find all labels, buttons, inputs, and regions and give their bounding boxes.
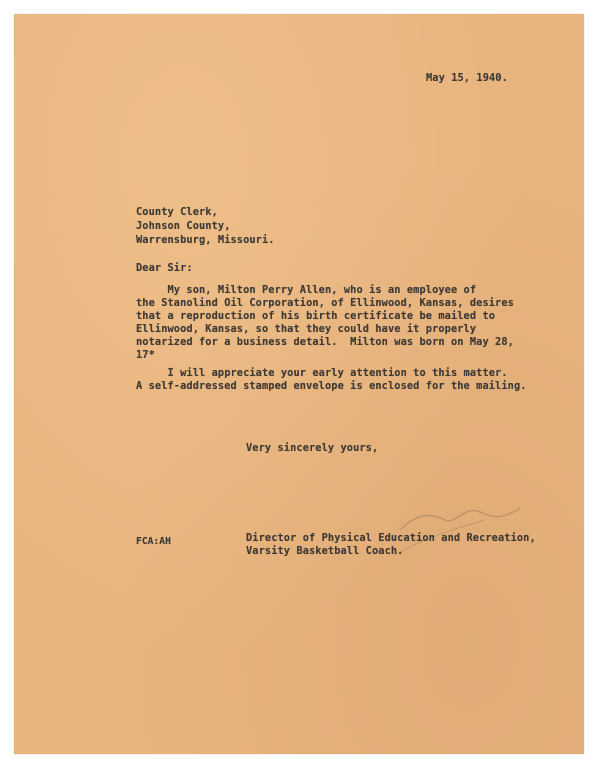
paragraph1-line-1: My son, Milton Perry Allen, who is an employee of — [136, 284, 477, 296]
signature-title-line-1: Director of Physical Education and Recreation, — [246, 532, 536, 544]
typist-initials: FCA:AH — [136, 536, 171, 547]
letter-date: May 15, 1940. — [426, 72, 508, 84]
paragraph2-line-1: I will appreciate your early attention to this matter. — [136, 367, 508, 379]
salutation: Dear Sir: — [136, 262, 193, 274]
paragraph1-line-3: that a reproduction of his birth certificate be mailed to — [136, 310, 496, 322]
paragraph1-line-2: the Stanolind Oil Corporation, of Ellinwood, Kansas, desires — [136, 297, 514, 309]
signature-title-line-2: Varsity Basketball Coach. — [246, 545, 404, 557]
paragraph1-line-4: Ellinwood, Kansas, so that they could have it properly — [136, 323, 477, 335]
recipient-line-2: Johnson County, — [136, 220, 231, 232]
closing: Very sincerely yours, — [246, 442, 379, 454]
recipient-line-3: Warrensburg, Missouri. — [136, 234, 275, 246]
paragraph2-line-2: A self-addressed stamped envelope is enclosed for the mailing. — [136, 380, 527, 392]
paragraph1-line-5: notarized for a business detail. Milton was born on May 28, — [136, 336, 514, 348]
handwritten-signature — [390, 490, 530, 560]
recipient-line-1: County Clerk, — [136, 206, 218, 218]
paragraph1-line-6: 17* — [136, 349, 155, 361]
